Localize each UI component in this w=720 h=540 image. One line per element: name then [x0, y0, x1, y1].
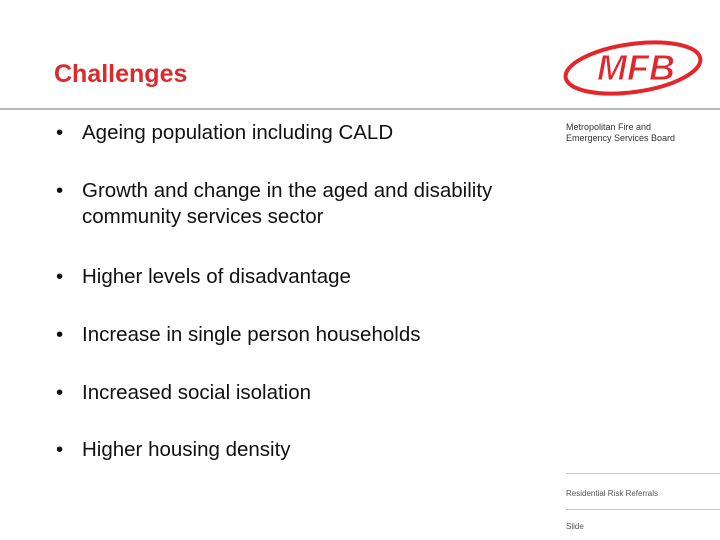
- slide-title: Challenges: [54, 60, 188, 88]
- bullet-text: Increase in single person households: [82, 323, 421, 346]
- bullet-icon: •: [56, 381, 64, 404]
- bullet-icon: •: [56, 179, 64, 202]
- bullet-icon: •: [56, 438, 64, 461]
- bullet-text: Growth and change in the aged and disability community services sector: [82, 179, 493, 228]
- footer-divider-bottom: [566, 509, 720, 510]
- footer-presentation-name: Residential Risk Referrals: [566, 489, 659, 498]
- bullet-icon: •: [56, 121, 64, 144]
- bullet-icon: •: [56, 323, 64, 346]
- organization-name: [566, 122, 716, 144]
- bullet-item: [56, 380, 536, 406]
- title-divider: [0, 108, 720, 110]
- bullet-text: Increased social isolation: [82, 381, 312, 404]
- organization-name-line1: Metropolitan Fire and: [566, 122, 652, 132]
- bullet-item: [56, 322, 536, 348]
- footer-divider-top: [566, 473, 720, 474]
- bullet-text: Higher housing density: [82, 438, 291, 461]
- mfb-logo: [562, 40, 704, 96]
- bullet-text: Higher levels of disadvantage: [82, 265, 351, 288]
- bullet-item: [56, 120, 536, 146]
- logo-text: MFB: [597, 47, 675, 88]
- bullet-item: [56, 178, 536, 230]
- organization-name-line2: Emergency Services Board: [566, 133, 676, 143]
- bullet-text: Ageing population including CALD: [82, 121, 394, 144]
- footer-slide-label: Slide: [566, 522, 584, 531]
- bullet-icon: •: [56, 265, 64, 288]
- bullet-item: [56, 264, 536, 290]
- bullet-item: [56, 437, 536, 463]
